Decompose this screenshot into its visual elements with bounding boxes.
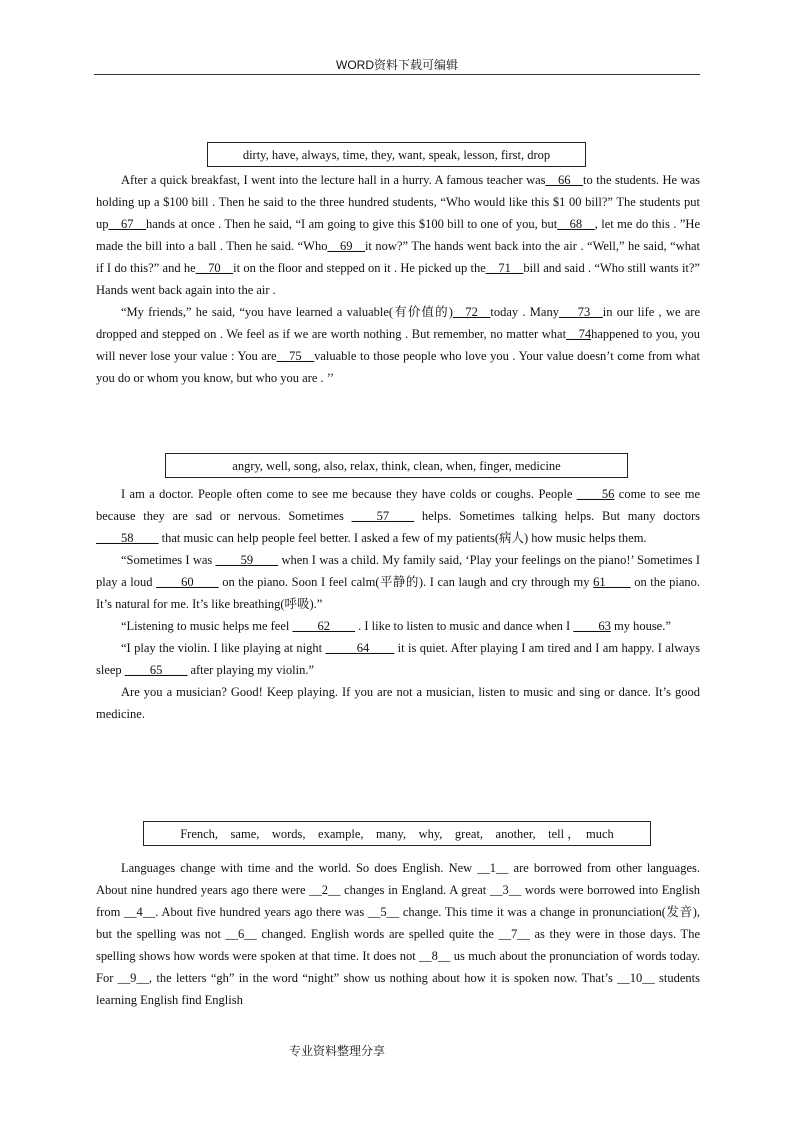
blank-68[interactable]: __68__ — [557, 217, 595, 231]
blank-72[interactable]: __72__ — [452, 305, 491, 319]
paragraph: “Sometimes I was ____59____ when I was a child. My family said, ‘Play your feelings on the piano!’ Sometimes I play a loud ____60____ on the piano. Soon I feel calm(平静的). I can laugh and cry through my 61____ on the piano. It’s natural for me. It’s like breathing(呼吸).” — [96, 553, 701, 611]
blank-62[interactable]: ____62____ — [292, 619, 355, 633]
paragraph: “My friends,” he said, “you have learned a valuable(有价值的)__72__today . Many___73__in our life , we are dropped and stepped on . We feel as if we are worth nothing . But remember, no matter what__74happened to you, you will never lose your value : You are__75__valuable to those people who love you . Your value doesn’t come from what you do or whom you know, but who you are . ’’ — [96, 305, 700, 385]
blank-66[interactable]: __66__ — [545, 173, 584, 187]
paragraph: I am a doctor. People often come to see me because they have colds or coughs. People ____56 come to see me because they are sad or nervous. Sometimes ____57____ helps. Sometimes talking helps. But many doctors ____58____ that music can help people feel better. I asked a few of my patients(病人) how music helps them. — [96, 487, 701, 545]
blank-75[interactable]: __75__ — [276, 349, 315, 363]
blank-64[interactable]: _____64____ — [325, 641, 395, 655]
word-box-2: angry, well, song, also, relax, think, clean, when, finger, medicine — [165, 453, 628, 478]
blank-65[interactable]: ____65____ — [124, 663, 188, 677]
page-header: WORD资料下载可编辑 — [94, 58, 700, 75]
blank-61[interactable]: 61____ — [593, 575, 631, 589]
passage-3 — [96, 857, 700, 1011]
blank-67[interactable]: __67__ — [108, 217, 146, 231]
word-box-1: dirty, have, always, time, they, want, speak, lesson, first, drop — [207, 142, 586, 167]
blank-60[interactable]: ____60____ — [156, 575, 219, 589]
blank-69[interactable]: __69__ — [327, 239, 365, 253]
paragraph: Languages change with time and the world. So does English. New __1__ are borrowed from other languages. About nine hundred years ago there were __2__ changes in England. A great __3__ words were borrowed into English from __4__. About five hundred years ago there was __5__ change. This time it was a change in pronunciation(发音), but the spelling was not __6__ changed. English words are spelled quite the __7__ as they were in those days. The spelling shows how words were spoken at that time. It does not __8__ us much about the pronunciation of words today. For __9__, the letters “gh” in the word “night” show us nothing about how it is spoken now. That’s __10__ students learning English find English — [96, 861, 700, 1007]
blank-74[interactable]: __74 — [566, 327, 592, 341]
blank-56[interactable]: ____56 — [576, 487, 615, 501]
paragraph: “Listening to music helps me feel ____62____ . I like to listen to music and dance when I ____63 my house.” — [121, 619, 671, 633]
blank-59[interactable]: ____59____ — [215, 553, 279, 567]
page-footer: 专业资料整理分享 — [289, 1044, 386, 1058]
word-box-3: French, same, words, example, many, why, great, another, tell ， much — [143, 821, 651, 846]
blank-70[interactable]: __70__ — [195, 261, 234, 275]
blank-71[interactable]: __71__ — [485, 261, 524, 275]
paragraph: After a quick breakfast, I went into the lecture hall in a hurry. A famous teacher was__66__to the students. He was holding up a $100 bill . Then he said to the three hundred students, “Who would like this $1 00 bill?” The students put up__67__hands at once . Then he said, “I am going to give this $100 bill to one of you, but__68__, let me do this . ”He made the bill into a ball . Then he said. “Who__69__it now?” The hands went back into the air . “Well,” he said, “what if I do this?” and he__70__it on the floor and stepped on it . He picked up the__71__bill and said . “Who still wants it?” Hands went back again into the air . — [96, 173, 701, 297]
blank-57[interactable]: ____57____ — [351, 509, 415, 523]
blank-63[interactable]: ____63 — [573, 619, 611, 633]
blank-73[interactable]: ___73__ — [558, 305, 603, 319]
passage-1 — [96, 169, 700, 389]
paragraph: “I play the violin. I like playing at night _____64____ it is quiet. After playing I am tired and I am happy. I always sleep ____65____ after playing my violin.” — [96, 641, 701, 677]
blank-58[interactable]: ____58____ — [96, 531, 159, 545]
passage-2 — [96, 483, 700, 725]
paragraph: Are you a musician? Good! Keep playing. If you are not a musician, listen to music and sing or dance. It’s good medicine. — [96, 685, 700, 721]
